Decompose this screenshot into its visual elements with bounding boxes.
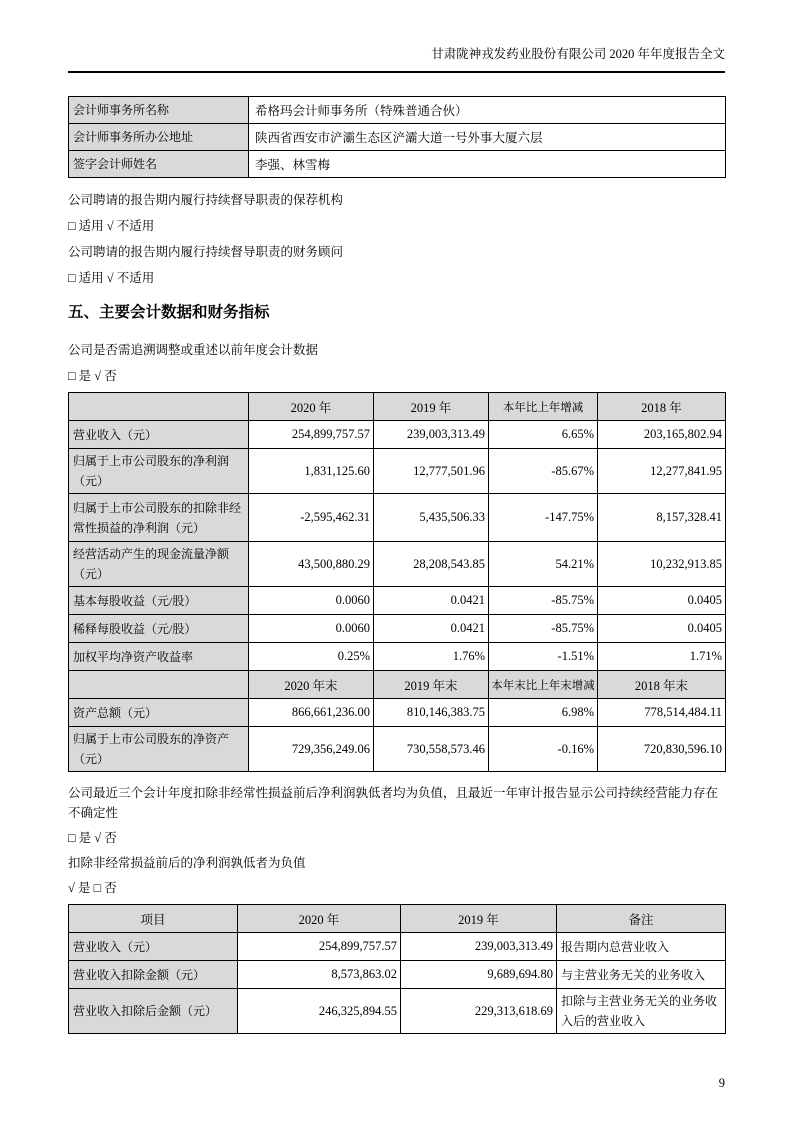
col-header-change: 本年比上年增减 (489, 393, 598, 421)
cell-2019: 730,558,573.46 (374, 727, 489, 772)
table-row (69, 933, 726, 961)
key-financials-table (68, 392, 726, 772)
row-label: 归属于上市公司股东的净资产（元） (69, 727, 249, 772)
sponsor-section (68, 190, 725, 288)
cell-2020: 866,661,236.00 (249, 699, 374, 727)
col-header-2020-end: 2020 年末 (249, 671, 374, 699)
row-label: 加权平均净资产收益率 (69, 643, 249, 671)
cell-2018: 203,165,802.94 (598, 421, 726, 449)
cell-change: 6.98% (489, 699, 598, 727)
row-value: 希格玛会计师事务所（特殊普通合伙） (249, 97, 726, 124)
table-header-row (69, 671, 726, 699)
row-label: 会计师事务所办公地址 (69, 124, 249, 151)
revenue-deduction-table (68, 904, 726, 1034)
accountant-table (68, 96, 726, 178)
page-header (68, 46, 725, 62)
row-label: 资产总额（元） (69, 699, 249, 727)
sponsor-advisor-line: 公司聘请的报告期内履行持续督导职责的保荐机构 (68, 193, 344, 207)
col-header-item: 项目 (69, 905, 238, 933)
row-label: 稀释每股收益（元/股） (69, 615, 249, 643)
financial-advisor-line: 公司聘请的报告期内履行持续督导职责的财务顾问 (68, 245, 344, 259)
row-label: 归属于上市公司股东的扣除非经常性损益的净利润（元） (69, 494, 249, 542)
cell-change: 54.21% (489, 542, 598, 587)
col-header-2020: 2020 年 (238, 905, 401, 933)
col-header-empty (69, 393, 249, 421)
cell-2019: 5,435,506.33 (374, 494, 489, 542)
cell-change: -1.51% (489, 643, 598, 671)
cell-2018: 720,830,596.10 (598, 727, 726, 772)
cell-change: -0.16% (489, 727, 598, 772)
section-heading: 五、主要会计数据和财务指标 (68, 304, 270, 321)
cell-change: -85.67% (489, 449, 598, 494)
table-row (69, 587, 726, 615)
row-value: 陕西省西安市浐灞生态区浐灞大道一号外事大厦六层 (249, 124, 726, 151)
col-header-2019-end: 2019 年末 (374, 671, 489, 699)
cell-note: 与主营业务无关的业务收入 (557, 961, 726, 989)
cell-change: -147.75% (489, 494, 598, 542)
table-row (69, 421, 726, 449)
cell-2019: 9,689,694.80 (401, 961, 557, 989)
table-row (69, 643, 726, 671)
cell-change: -85.75% (489, 587, 598, 615)
table-row (69, 124, 726, 151)
table-row (69, 699, 726, 727)
cell-2018: 8,157,328.41 (598, 494, 726, 542)
table-header-row (69, 393, 726, 421)
cell-2020: 8,573,863.02 (238, 961, 401, 989)
table-row (69, 449, 726, 494)
row-label: 营业收入（元） (69, 933, 238, 961)
cell-2019: 12,777,501.96 (374, 449, 489, 494)
col-header-2019: 2019 年 (401, 905, 557, 933)
cell-note: 扣除与主营业务无关的业务收入后的营业收入 (557, 989, 726, 1034)
cell-2018: 0.0405 (598, 615, 726, 643)
cell-2018: 1.71% (598, 643, 726, 671)
cell-2020: 0.0060 (249, 615, 374, 643)
cell-2020: 43,500,880.29 (249, 542, 374, 587)
table-header-row (69, 905, 726, 933)
table-row (69, 542, 726, 587)
yes-no-checkbox-line: □ 是 √ 否 (68, 369, 117, 383)
table-row (69, 989, 726, 1034)
row-value: 李强、林雪梅 (249, 151, 726, 178)
cell-2019: 239,003,313.49 (401, 933, 557, 961)
cell-2019: 0.0421 (374, 587, 489, 615)
col-header-2019: 2019 年 (374, 393, 489, 421)
cell-2019: 810,146,383.75 (374, 699, 489, 727)
col-header-note: 备注 (557, 905, 726, 933)
applicable-checkbox-line: □ 适用 √ 不适用 (68, 219, 155, 233)
applicable-checkbox-line: □ 适用 √ 不适用 (68, 271, 155, 285)
cell-2019: 1.76% (374, 643, 489, 671)
cell-note: 报告期内总营业收入 (557, 933, 726, 961)
table-row (69, 615, 726, 643)
col-header-2018: 2018 年 (598, 393, 726, 421)
row-label: 营业收入扣除金额（元） (69, 961, 238, 989)
table-row (69, 727, 726, 772)
cell-2019: 239,003,313.49 (374, 421, 489, 449)
table-row (69, 97, 726, 124)
col-header-2018-end: 2018 年末 (598, 671, 726, 699)
restate-line: 公司是否需追溯调整或重述以前年度会计数据 (68, 343, 319, 357)
going-concern-line: 公司最近三个会计年度扣除非经常性损益前后净利润孰低者均为负值，且最近一年审计报告显示公司持续经营能力存在不确定性 (68, 786, 719, 820)
col-header-empty (69, 671, 249, 699)
cell-2018: 10,232,913.85 (598, 542, 726, 587)
cell-2020: 254,899,757.57 (238, 933, 401, 961)
row-label: 基本每股收益（元/股） (69, 587, 249, 615)
table-row (69, 961, 726, 989)
cell-2020: -2,595,462.31 (249, 494, 374, 542)
header-title: 甘肃陇神戎发药业股份有限公司 2020 年年度报告全文 (431, 47, 725, 61)
table-row (69, 494, 726, 542)
deduction-negative-line: 扣除非经常损益前后的净利润孰低者为负值 (68, 856, 306, 870)
cell-2018: 0.0405 (598, 587, 726, 615)
yes-no-checkbox-line: □ 是 √ 否 (68, 831, 117, 845)
row-label: 签字会计师姓名 (69, 151, 249, 178)
cell-2020: 729,356,249.06 (249, 727, 374, 772)
row-label: 营业收入（元） (69, 421, 249, 449)
cell-2020: 1,831,125.60 (249, 449, 374, 494)
col-header-2020: 2020 年 (249, 393, 374, 421)
page-number: 9 (718, 1076, 725, 1090)
row-label: 营业收入扣除后金额（元） (69, 989, 238, 1034)
row-label: 归属于上市公司股东的净利润（元） (69, 449, 249, 494)
cell-2019: 28,208,543.85 (374, 542, 489, 587)
cell-2020: 246,325,894.55 (238, 989, 401, 1034)
row-label: 会计师事务所名称 (69, 97, 249, 124)
going-concern-section (68, 783, 725, 898)
cell-2018: 778,514,484.11 (598, 699, 726, 727)
yes-no-checkbox-line: √ 是 □ 否 (68, 881, 117, 895)
cell-change: 6.65% (489, 421, 598, 449)
table-row (69, 151, 726, 178)
cell-2020: 0.0060 (249, 587, 374, 615)
col-header-end-change: 本年末比上年末增减 (489, 671, 598, 699)
cell-2020: 0.25% (249, 643, 374, 671)
cell-2020: 254,899,757.57 (249, 421, 374, 449)
cell-2018: 12,277,841.95 (598, 449, 726, 494)
cell-2019: 0.0421 (374, 615, 489, 643)
cell-change: -85.75% (489, 615, 598, 643)
row-label: 经营活动产生的现金流量净额（元） (69, 542, 249, 587)
cell-2019: 229,313,618.69 (401, 989, 557, 1034)
header-rule (68, 71, 725, 73)
